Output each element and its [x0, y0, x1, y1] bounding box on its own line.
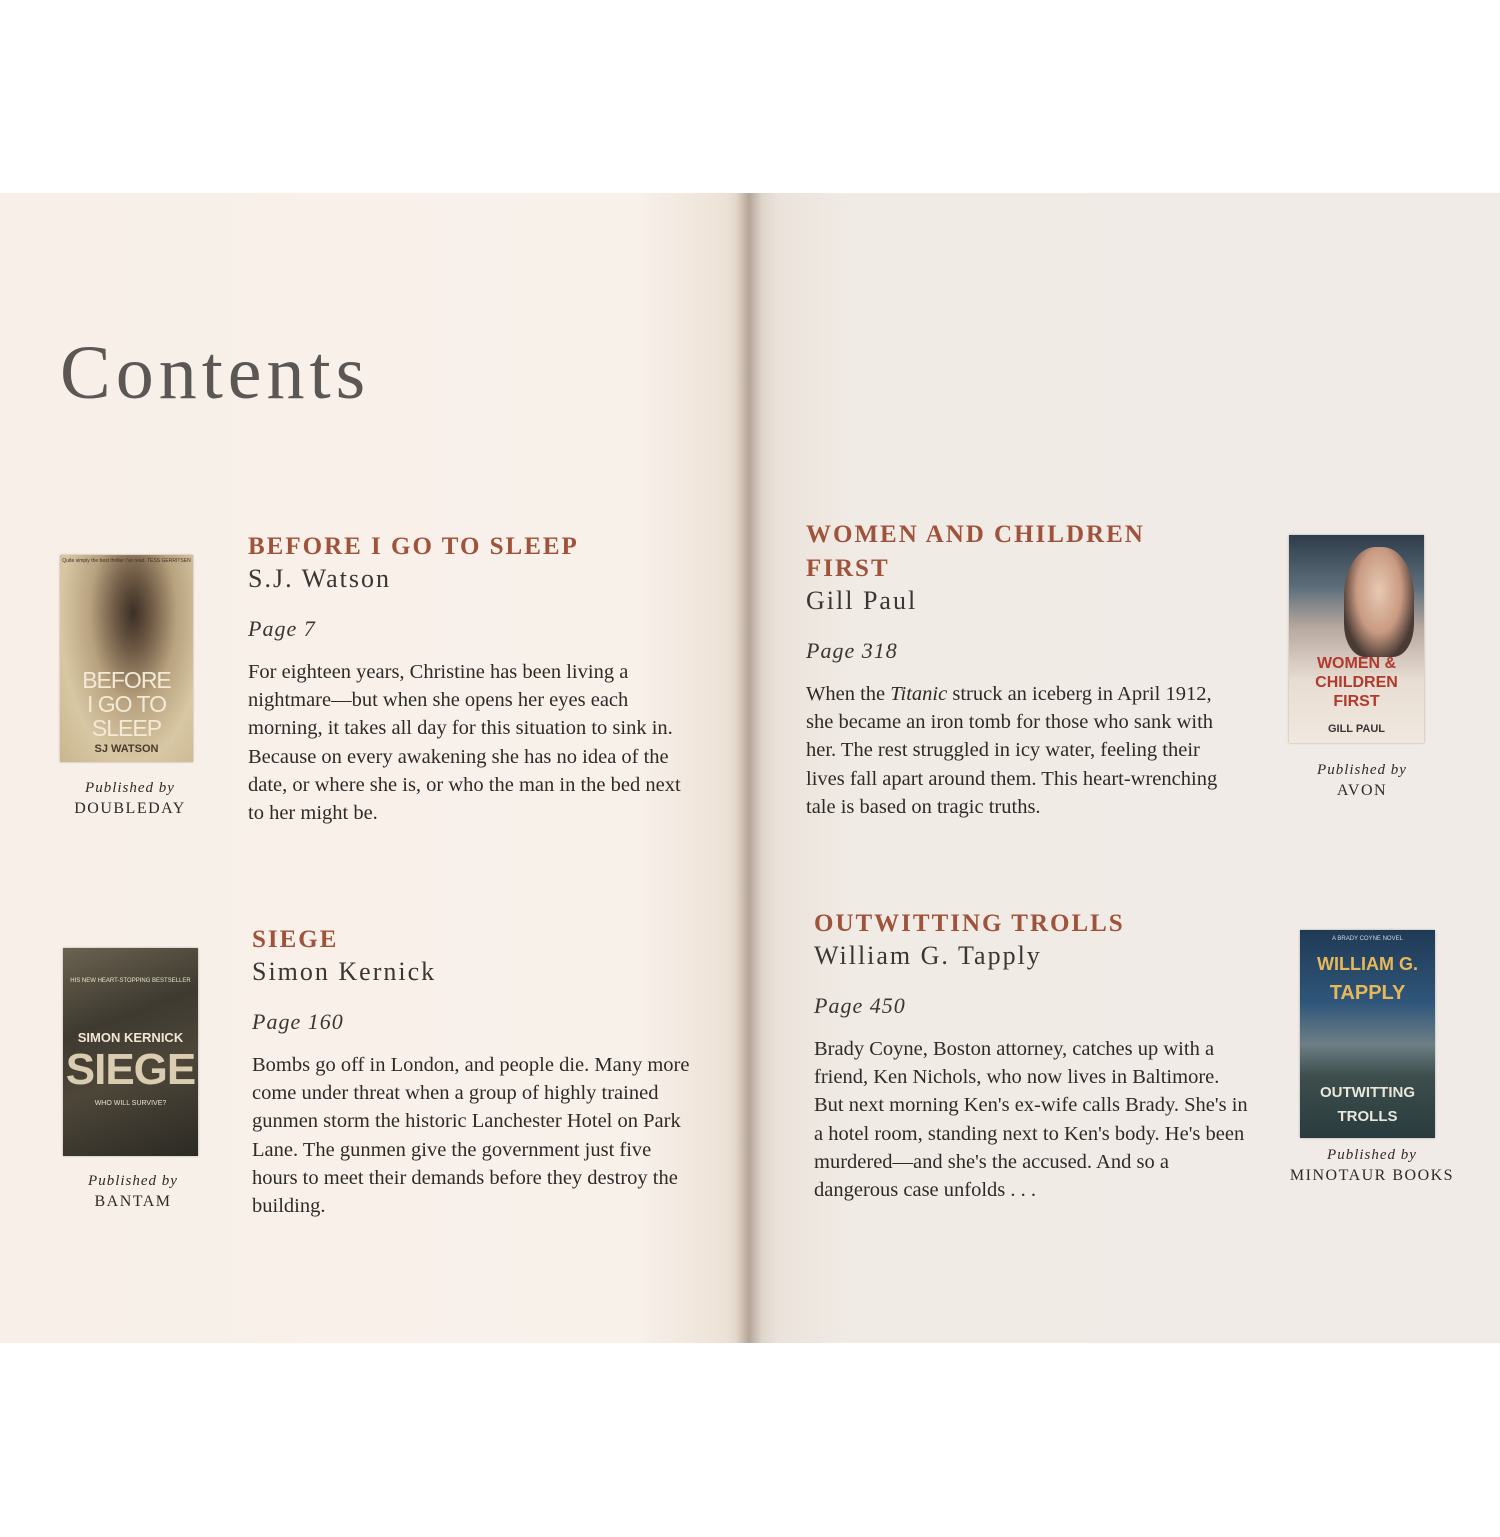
page-reference: Page 7 [248, 616, 316, 641]
cover-author-line1: WILLIAM G. [1317, 954, 1418, 974]
book-gutter [736, 193, 762, 1343]
page-reference: Page 160 [252, 1009, 344, 1034]
book-author: William G. Tapply [814, 941, 1042, 970]
page-reference: Page 450 [814, 993, 906, 1018]
cover-title-line3: SLEEP [91, 715, 162, 741]
book-title: SIEGE [252, 926, 339, 953]
publisher-block [1282, 1147, 1462, 1185]
published-by-label: Published by [1327, 1147, 1417, 1163]
cover-series: A BRADY COYNE NOVEL [1332, 936, 1403, 942]
desc-italic-ship: Titanic [890, 683, 948, 705]
book-author: Gill Paul [806, 586, 918, 615]
published-by-label: Published by [1317, 762, 1407, 778]
desc-part: struck an iceberg in April 1912, she became an iron tomb for those who sank with her. The rest struggled in icy water, feeling their lives fall apart around them. This heart-wrenching tale is based on tragic truths. [806, 683, 1218, 818]
publisher-name: BANTAM [94, 1193, 172, 1210]
publisher-name: DOUBLEDAY [74, 800, 186, 817]
cover-outwitting-trolls [1300, 930, 1435, 1138]
cover-title-line3: FIRST [1333, 693, 1380, 710]
cover-title-line2: TROLLS [1337, 1108, 1398, 1125]
cover-title-line2: I GO TO [86, 691, 167, 717]
book-author: Simon Kernick [252, 957, 437, 986]
book-description: Bombs go off in London, and people die. Many more come under threat when a group of highly trained gunmen storm the historic Lanchester Hotel on Park Lane. The gunmen give the government just five hours to meet their demands before they destroy the building. [252, 1054, 690, 1218]
publisher-block [40, 780, 220, 818]
cover-before-i-go-to-sleep [60, 555, 193, 762]
cover-tagline-top: HIS NEW HEART-STOPPING BESTSELLER [70, 978, 191, 984]
book-description [806, 680, 1236, 821]
book-title: OUTWITTING TROLLS [814, 910, 1125, 937]
publisher-name: MINOTAUR BOOKS [1289, 1167, 1455, 1184]
entry-siege [252, 923, 692, 1220]
cover-author: GILL PAUL [1327, 723, 1386, 735]
book-description: Brady Coyne, Boston attorney, catches up with a friend, Ken Nichols, who now lives in Baltimore. But next morning Ken's ex-wife calls Brady. She's in a hotel room, standing next to Ken's body. He's been murdered—and she's the accused. And so a dangerous case unfolds . . . [814, 1038, 1248, 1202]
cover-subtitle: WHO WILL SURVIVE? [94, 1100, 167, 1107]
book-description: For eighteen years, Christine has been living a nightmare—but when she opens her eyes each morning, it takes all day for this situation to sink in. Because on every awakening she has no idea of the date, or where she is, or who the man in the bed next to her might be. [248, 661, 681, 825]
cover-title-line2: CHILDREN [1315, 674, 1398, 691]
book-author: S.J. Watson [248, 564, 391, 593]
publisher-name: AVON [1336, 782, 1388, 799]
page-title: Contents [60, 331, 371, 415]
desc-part: When the [806, 683, 891, 705]
entry-before-i-go-to-sleep [248, 530, 688, 827]
publisher-block [1272, 762, 1452, 800]
publisher-block [43, 1173, 223, 1211]
cover-siege [63, 948, 198, 1156]
page-reference: Page 318 [806, 638, 898, 663]
entry-women-and-children-first [806, 518, 1236, 821]
published-by-label: Published by [85, 780, 175, 796]
cover-title-line1: BEFORE [82, 667, 171, 693]
cover-author: SIMON KERNICK [77, 1030, 184, 1045]
cover-quote: Quite simply the best thriller I've read. TESS GERRITSEN [62, 558, 191, 564]
book-title-line2: FIRST [806, 555, 890, 582]
book-title: BEFORE I GO TO SLEEP [248, 533, 579, 560]
entry-outwitting-trolls [814, 907, 1254, 1204]
cover-title-line1: WOMEN & [1316, 655, 1397, 672]
published-by-label: Published by [88, 1173, 178, 1189]
cover-women-and-children-first [1289, 535, 1424, 743]
cover-author: SJ WATSON [94, 743, 159, 755]
cover-portrait [1344, 547, 1414, 657]
cover-author-line2: TAPPLY [1329, 982, 1406, 1004]
cover-title-line1: OUTWITTING [1320, 1084, 1415, 1101]
book-title-line1: WOMEN AND CHILDREN [806, 521, 1145, 548]
cover-title: SIEGE [65, 1045, 196, 1094]
